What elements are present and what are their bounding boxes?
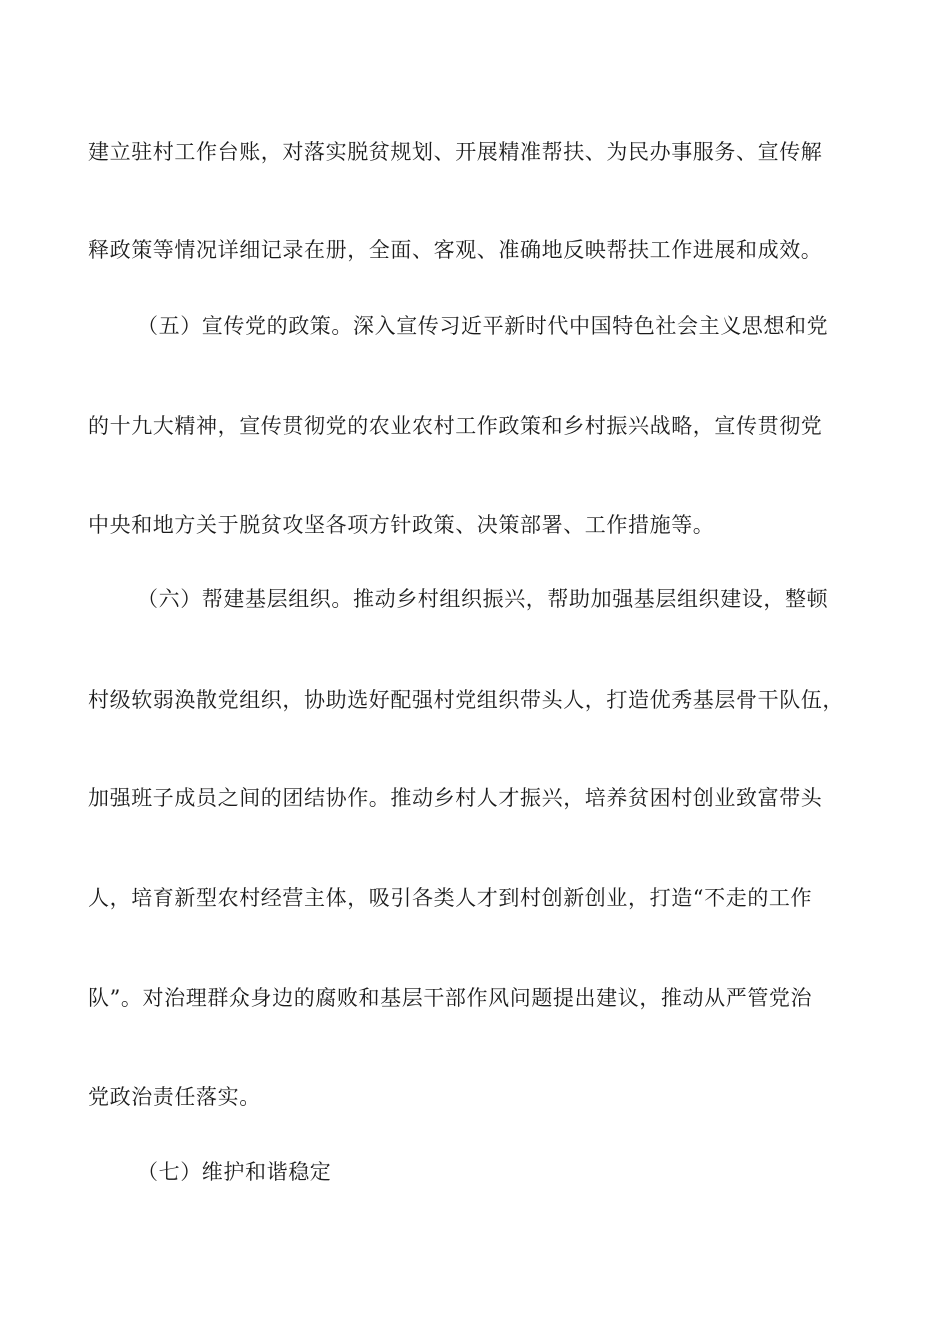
text-line-10: 队”。对治理群众身边的腐败和基层干部作风问题提出建议，推动从严管党治 xyxy=(88,986,813,1010)
section-six-heading-line: （六）帮建基层组织。推动乡村组织振兴，帮助加强基层组织建设，整顿 xyxy=(137,587,829,611)
text-line-5: 中央和地方关于脱贫攻坚各项方针政策、决策部署、工作措施等。 xyxy=(88,513,715,537)
text-line-7: 村级软弱涣散党组织，协助选好配强村党组织带头人，打造优秀基层骨干队伍， xyxy=(88,688,844,712)
text-line-1: 建立驻村工作台账，对落实脱贫规划、开展精准帮扶、为民办事服务、宣传解 xyxy=(88,140,823,164)
text-line-2: 释政策等情况详细记录在册，全面、客观、准确地反映帮扶工作进展和成效。 xyxy=(88,238,823,262)
section-seven-heading: （七）维护和谐稳定 xyxy=(137,1160,332,1184)
section-five-heading-line: （五）宣传党的政策。深入宣传习近平新时代中国特色社会主义思想和党 xyxy=(137,314,829,338)
text-line-4: 的十九大精神，宣传贯彻党的农业农村工作政策和乡村振兴战略，宣传贯彻党 xyxy=(88,414,823,438)
text-line-11: 党政治责任落实。 xyxy=(88,1085,261,1109)
text-line-9: 人，培育新型农村经营主体，吸引各类人才到村创新创业，打造“不走的工作 xyxy=(88,886,813,910)
text-line-8: 加强班子成员之间的团结协作。推动乡村人才振兴，培养贫困村创业致富带头 xyxy=(88,786,823,810)
